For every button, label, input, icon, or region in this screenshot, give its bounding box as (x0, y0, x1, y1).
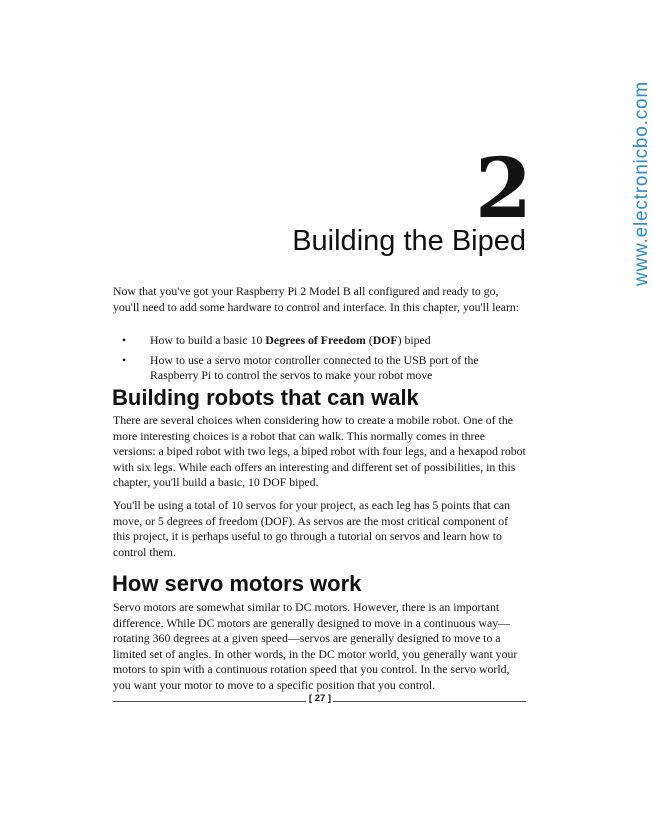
chapter-number: 2 (474, 141, 530, 237)
walking-paragraph-1: There are several choices when considering how to create a mobile robot. One of the more interesting choices is a robot that can walk. This normally comes in three versions: a biped robot with two legs, a biped robot with four legs, and a hexapod robot with six legs. While each offers an interesting and different set of possibilities, in this chapter, you'll build a basic, 10 DOF biped. (113, 413, 526, 489)
list-item-text: How to use a servo motor controller connected to the USB port of the Raspberry Pi to control the servos to make your robot move (150, 352, 479, 382)
footer-rule-left (113, 701, 306, 702)
list-item (122, 333, 512, 349)
bullet-icon: • (122, 352, 127, 367)
footer-rule-right (333, 701, 526, 702)
watermark: www.electronicbo.com (631, 80, 652, 286)
intro-paragraph: Now that you've got your Raspberry Pi 2 Model B all configured and ready to go, you'll need to add some hardware to control and interface. In this chapter, you'll learn: (113, 284, 520, 314)
chapter-title: Building the Biped (292, 225, 526, 257)
bullet-icon: • (122, 333, 127, 347)
list-item-text: How to build a basic 10 Degrees of Freedom (DOF) biped (150, 333, 431, 347)
section-heading-walking: Building robots that can walk (112, 385, 419, 410)
walking-paragraph-2: You'll be using a total of 10 servos for your project, as each leg has 5 points that can move, or 5 degrees of freedom (DOF). As servos are the most critical component of this project, it is perhaps useful to go through a tutorial on servos and learn how to control them. (113, 498, 511, 559)
list-item (122, 353, 512, 384)
section-heading-servo: How servo motors work (112, 571, 362, 596)
servo-paragraph: Servo motors are somewhat similar to DC motors. However, there is an important difference. While DC motors are generally designed to move in a continuous way—rotating 360 degrees at a given speed—servos are generally designed to move to a limited set of angles. In other words, in the DC motor world, you generally want your motors to spin with a continuous rotation speed that you control. In the servo world, you want your motor to move to a specific position that you control. (113, 600, 518, 692)
bold-term: Degrees of Freedom (265, 333, 366, 347)
learning-list (122, 333, 512, 388)
page-number: [ 27 ] (308, 693, 332, 704)
bold-acronym: DOF (372, 333, 398, 347)
